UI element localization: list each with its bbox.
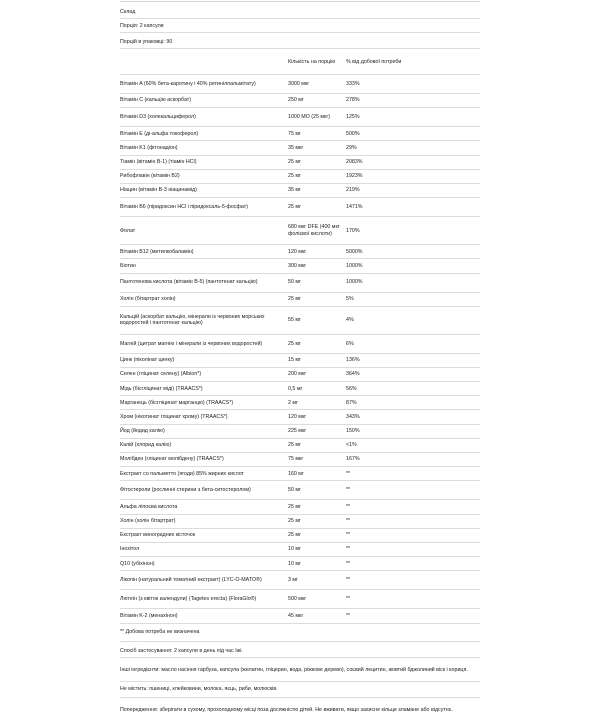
amount-per-serving-cell: 250 мг	[288, 97, 304, 104]
other-ingredients-row	[120, 658, 480, 682]
nutrient-name-cell: Марганець (бісгліцинат марганцю) (TRAACS*)	[120, 399, 234, 406]
nutrient-name-cell: Вітамін B6 (піридоксин HCl і піридоксаль-5-фосфат)	[120, 204, 248, 210]
nutrient-name-cell: Q10 (убіхінон)	[120, 560, 155, 567]
amount-per-serving-cell: 25 мг	[288, 173, 301, 180]
table-row	[120, 529, 480, 543]
nutrient-name-cell: Інозітол	[120, 546, 140, 553]
table-row	[120, 127, 480, 141]
daily-value-cell: 219%	[346, 187, 360, 194]
amount-per-serving-cell: 55 мг	[288, 317, 301, 324]
daily-value-cell: **	[346, 577, 351, 584]
nutrient-table-body	[120, 75, 480, 624]
table-row	[120, 515, 480, 529]
dv-note: ** Добова потреба не визначена	[120, 628, 200, 635]
nutrient-name-cell: Кальцій (аскорбат кальцію, мінерали із червоних морських водоростей і пантотенат кальцію)	[120, 313, 265, 327]
daily-value-cell: **	[346, 560, 351, 567]
amount-per-serving-cell: 25 мг	[288, 204, 301, 210]
nutrient-name-cell: Молібден (гліцинат молібдену) (TRAACS*)	[120, 456, 224, 463]
daily-value-cell: 5%	[346, 295, 354, 302]
nutrient-name-cell: Вітамін E (ді-альфа токоферол)	[120, 130, 199, 137]
table-row	[120, 156, 480, 170]
table-row	[120, 108, 480, 127]
table-row	[120, 467, 480, 481]
table-row	[120, 481, 480, 500]
amount-per-serving-cell: 10 мг	[288, 546, 301, 553]
daily-value-cell: **	[346, 596, 351, 603]
nutrient-name-cell: Вітамін B12 (метилкобаламін)	[120, 248, 194, 255]
nutrient-name-cell: Вітамін A (60% бета-каротину і 40% ретинілпальмітату)	[120, 80, 256, 87]
table-row	[120, 425, 480, 439]
amount-per-serving-cell: 160 мг	[288, 470, 304, 477]
daily-value-cell: 1923%	[346, 173, 363, 180]
composition-row	[120, 7, 480, 19]
serving-size-row	[120, 19, 480, 33]
amount-per-serving-cell: 25 мг	[288, 518, 301, 525]
usage-row	[120, 642, 480, 658]
daily-value-cell: 56%	[346, 385, 357, 392]
nutrient-name-cell: Фітостероли (рослинні стерини з бета-ситостеролом)	[120, 487, 251, 494]
daily-value-cell: 150%	[346, 428, 360, 435]
daily-value-cell: **	[346, 546, 351, 553]
table-row	[120, 217, 480, 245]
nutrient-name-cell: Магній (цитрат магнію і мінерали із червоних водоростей)	[120, 340, 263, 347]
nutrient-name-cell: Рибофлавін (вітамін B2)	[120, 173, 180, 180]
table-row	[120, 609, 480, 623]
nutrient-name-cell: Калій (хлорид калію)	[120, 442, 172, 449]
daily-value-cell: **	[346, 503, 351, 510]
table-row	[120, 141, 480, 155]
daily-value-cell: **	[346, 612, 351, 619]
amount-per-serving-cell: 35 мг	[288, 187, 301, 194]
amount-per-serving-cell: 75 мкг	[288, 456, 304, 463]
amount-per-serving-cell: 45 мкг	[288, 612, 304, 619]
nutrient-name-cell: Біотин	[120, 262, 136, 269]
table-row	[120, 335, 480, 354]
table-row	[120, 198, 480, 217]
amount-per-serving-cell: 25 мг	[288, 340, 301, 347]
daily-value-cell: <1%	[346, 442, 357, 449]
nutrient-name-cell: Екстракт виноградних кісточок	[120, 532, 196, 539]
daily-value-cell: **	[346, 532, 351, 539]
table-row	[120, 382, 480, 396]
amount-per-serving-cell: 25 мг	[288, 503, 301, 510]
header-name-cell	[120, 59, 288, 74]
nutrient-name-cell: Холін (холін бітартрат)	[120, 518, 176, 525]
table-row	[120, 274, 480, 293]
nutrient-name-cell: Фолат	[120, 227, 136, 234]
composition-label: Склад	[120, 9, 136, 16]
warning-row	[120, 698, 480, 722]
daily-value-cell: 343%	[346, 413, 360, 420]
label-footer	[120, 624, 480, 722]
daily-value-cell: 136%	[346, 357, 360, 364]
amount-per-serving-cell: 0,5 мг	[288, 385, 303, 392]
table-row	[120, 439, 480, 453]
servings-per-container-row	[120, 33, 480, 49]
table-row	[120, 75, 480, 94]
table-row	[120, 453, 480, 467]
amount-per-serving-cell: 25 мг	[288, 295, 301, 302]
nutrient-name-cell: Лікопін (натуральний томатний екстракт) (LYC-O-MATO®)	[120, 577, 262, 584]
amount-per-serving-cell: 75 мг	[288, 130, 301, 137]
nutrient-name-cell: Хром (нікотинат гліцинат хрому) (TRAACS*)	[120, 413, 228, 420]
amount-per-serving-cell: 300 мкг	[288, 262, 307, 269]
table-row	[120, 500, 480, 514]
daily-value-cell: 4%	[346, 317, 354, 324]
daily-value-cell: 87%	[346, 399, 357, 406]
header-dv-cell: % від добової потреби	[346, 59, 402, 65]
amount-per-serving-cell: 15 мг	[288, 357, 301, 364]
daily-value-cell: 333%	[346, 80, 360, 87]
amount-per-serving-cell: 50 мг	[288, 279, 301, 286]
nutrient-name-cell: Екстракт со пальметто (ягоди) 85% жирних кислот	[120, 470, 244, 477]
amount-per-serving-cell: 120 мкг	[288, 248, 307, 255]
amount-per-serving-cell: 50 мг	[288, 487, 301, 494]
usage-text: Спосіб застосування: 2 капсули в день під час їжі.	[120, 647, 243, 654]
daily-value-cell: 2083%	[346, 159, 363, 166]
table-row	[120, 396, 480, 410]
amount-per-serving-cell: 3 мг	[288, 577, 298, 584]
daily-value-cell: 125%	[346, 114, 360, 121]
nutrient-name-cell: Вітамін K-2 (менахінон)	[120, 612, 178, 619]
daily-value-cell: 29%	[346, 144, 357, 151]
amount-per-serving-cell: 680 мкг DFE (400 мкг фолієвої кислоти)	[288, 224, 340, 237]
daily-value-cell: 278%	[346, 97, 360, 104]
top-divider	[120, 1, 480, 2]
nutrient-name-cell: Вітамін D3 (холекальциферол)	[120, 114, 196, 121]
table-row	[120, 571, 480, 590]
table-row	[120, 368, 480, 382]
table-header	[120, 49, 480, 75]
table-row	[120, 94, 480, 108]
daily-value-cell: **	[346, 487, 351, 494]
amount-per-serving-cell: 25 мг	[288, 442, 301, 449]
amount-per-serving-cell: 500 мкг	[288, 596, 307, 603]
nutrient-name-cell: Вітамін K1 (фітонадіон)	[120, 144, 178, 151]
table-row	[120, 259, 480, 273]
daily-value-cell: 1000%	[346, 262, 363, 269]
amount-per-serving-cell: 200 мкг	[288, 371, 307, 378]
warning-text: Попередження: зберігати в сухому, прохолодному місці поза досяжністю дітей. Не вживати, якщо захисне кільце зламане або відсутнє.	[120, 707, 453, 714]
amount-per-serving-cell: 3000 мкг	[288, 80, 310, 87]
nutrient-name-cell: Йод (йодид калію)	[120, 428, 165, 435]
amount-per-serving-cell: 25 мг	[288, 159, 301, 166]
nutrient-name-cell: Вітамін C (кальцію аскорбат)	[120, 97, 191, 104]
daily-value-cell: 500%	[346, 130, 360, 137]
table-row	[120, 410, 480, 424]
table-row	[120, 307, 480, 335]
free-of-text: Не містить: пшениці, клейковини, молока, яєць, риби, молюсків.	[120, 685, 278, 692]
table-row	[120, 354, 480, 368]
nutrient-name-cell: Тіамін (вітамін В-1) (тіамін HCl)	[120, 159, 197, 166]
header-amount-cell: Кількість на порцію	[288, 59, 336, 65]
table-row	[120, 170, 480, 184]
amount-per-serving-cell: 35 мкг	[288, 144, 304, 151]
nutrient-name-cell: Селен (гліцинат селену) (Albion*)	[120, 371, 202, 378]
daily-value-cell: 1000%	[346, 279, 363, 286]
serving-size-label: Порція: 2 капсули	[120, 23, 164, 30]
amount-per-serving-cell: 2 мг	[288, 399, 298, 406]
nutrient-name-cell: Цинк (піколінат цинку)	[120, 357, 175, 364]
daily-value-cell: **	[346, 518, 351, 525]
supplement-facts-sheet	[120, 0, 480, 722]
other-ingredients-text: Інші інгредієнти: масло насіння гарбуза, капсула (желатин, гліцерин, вода, ріжкове дерево), соєвий лецитин, жовтий бджолиний віск і кориця.	[120, 666, 468, 673]
table-row	[120, 245, 480, 259]
table-row	[120, 543, 480, 557]
daily-value-cell: 6%	[346, 340, 354, 347]
amount-per-serving-cell: 1000 МО (25 мкг)	[288, 114, 331, 121]
free-of-row	[120, 682, 480, 698]
servings-per-container-label: Порцій в упаковці: 90	[120, 38, 173, 45]
table-row	[120, 184, 480, 198]
amount-per-serving-cell: 25 мг	[288, 532, 301, 539]
amount-per-serving-cell: 120 мкг	[288, 413, 307, 420]
amount-per-serving-cell: 10 мг	[288, 560, 301, 567]
nutrient-name-cell: Лютеїн (з квіток календули) (Tagetes erecta) (FloraGlo®)	[120, 596, 257, 603]
daily-value-cell: 170%	[346, 227, 360, 234]
daily-value-cell: 1471%	[346, 204, 363, 210]
daily-value-cell: **	[346, 470, 351, 477]
daily-value-cell: 167%	[346, 456, 360, 463]
nutrient-name-cell: Альфа ліпоєва кислота	[120, 503, 178, 510]
nutrient-name-cell: Мідь (бісгліцинат міді) (TRAACS*)	[120, 385, 203, 392]
amount-per-serving-cell: 225 мкг	[288, 428, 307, 435]
nutrient-name-cell: Ніацин (вітамін В-3 ніацинамід)	[120, 187, 197, 194]
table-row	[120, 557, 480, 571]
dv-note-row	[120, 624, 480, 642]
daily-value-cell: 364%	[346, 371, 360, 378]
table-row	[120, 293, 480, 307]
daily-value-cell: 5000%	[346, 248, 363, 255]
nutrient-name-cell: Пантотенова кислота (вітамін В-5) (пантотенат кальцію)	[120, 279, 258, 286]
nutrient-name-cell: Холін (бітартрат холін)	[120, 295, 176, 302]
